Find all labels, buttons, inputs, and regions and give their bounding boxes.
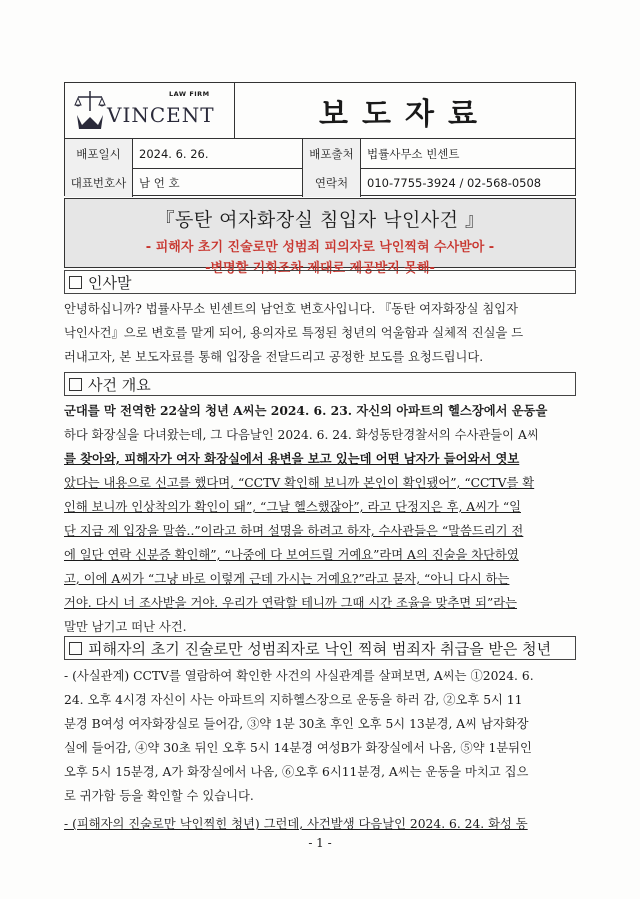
text-line: 에 일단 연락 신분증 확인해”, “나중에 다 보여드릴 거예요”라며 A의 진술을 차단하였: [64, 548, 519, 562]
section-heading-text: 인사말: [88, 273, 132, 292]
text-line: 말만 남기고 떠난 사건.: [64, 620, 187, 634]
checkbox-icon: [69, 378, 82, 391]
representative-label: 대표번호사: [65, 168, 133, 197]
checkbox-icon: [69, 642, 82, 655]
scales-crown-icon: [73, 89, 107, 133]
section-overview-heading: [64, 372, 576, 396]
text-line: 군대를 막 전역한 22살의 청년 A씨는 2024. 6. 23. 자신의 아파트의 헬스장에서 운동을: [64, 403, 548, 418]
firm-logo: [65, 83, 235, 139]
brand-name: VINCENT: [107, 103, 215, 127]
text-line: 단 지금 제 입장을 말씀..”이라고 하며 설명을 하려고 하자, 수사관들은 “말씀드리기 전: [64, 524, 524, 538]
text-line: 고, 이에 A씨가 “그냥 바로 이렇게 근데 가시는 거예요?”라고 묻자, “아니 다시 하는: [64, 572, 510, 586]
text-line: 실에 들어감, ④약 30초 뒤인 오후 5시 14분경 여성B가 화장실에서 나옴, ⑤약 1분뒤인: [64, 741, 532, 755]
facts-paragraph: [64, 664, 576, 836]
text-line: 로 귀가함 등을 확인할 수 있습니다.: [64, 789, 254, 803]
press-release-header: [64, 82, 576, 196]
release-date-label: 배포일시: [65, 139, 133, 168]
section-facts-heading: [64, 636, 576, 660]
release-source-label: 배포출처: [303, 139, 361, 168]
text-line: - (사실관계) CCTV를 열람하여 확인한 사건의 사실관계를 살펴보면, A씨는 ①2024. 6.: [64, 669, 534, 683]
section-heading-text: 사건 개요: [88, 375, 151, 394]
text-line: 인해 보니까 인상착의가 확인이 돼”, “그날 헬스했잖아”, 라고 단정지은 후, A씨가 “일: [64, 500, 521, 514]
section-heading-text: 피해자의 초기 진술로만 성범죄자로 낙인 찍혀 범죄자 취급을 받은 청년: [88, 639, 552, 658]
headline-subtitle-2: -변명할 기회조차 제대로 제공받지 못해-: [205, 261, 435, 276]
contact-label: 연락처: [303, 168, 361, 197]
text-line: 분경 B여성 여자화장실로 들어감, ③약 1분 30초 후인 오후 5시 13분경, A씨 남자화장: [64, 717, 529, 731]
page-number: - 1 -: [308, 836, 332, 850]
section-greeting-heading: [64, 270, 576, 294]
text-line: 오후 5시 15분경, A가 화장실에서 나옴, ⑥오후 6시11분경, A씨는 운동을 마치고 집으: [64, 765, 529, 779]
text-line: 낙인사건』으로 변호를 맡게 되어, 용의자로 특정된 청년의 억울함과 실체적 진실을 드: [64, 326, 524, 340]
text-line: 안녕하십니까? 법률사무소 빈센트의 남언호 변호사입니다. 『동탄 여자화장실 침입자: [64, 302, 519, 316]
info-row-contact: [65, 168, 575, 197]
text-line: 하다 화장실을 다녀왔는데, 그 다음날인 2024. 6. 24. 화성동탄경찰서의 수사관들이 A씨: [64, 428, 539, 442]
text-line: 러내고자, 본 보도자료를 통해 입장을 전달드리고 공정한 보도를 요청드립니다.: [64, 350, 484, 364]
release-date-value: 2024. 6. 26.: [133, 139, 303, 168]
checkbox-icon: [69, 276, 82, 289]
overview-paragraph: [64, 399, 576, 639]
law-firm-label: LAW FIRM: [169, 90, 210, 98]
greeting-paragraph: [64, 297, 576, 369]
page-title: 보도자료: [235, 83, 575, 139]
representative-value: 남 언 호: [133, 168, 303, 197]
text-line: 거야. 다시 너 조사받을 거야. 우리가 연락할 테니까 그때 시간 조율을 맞추면 되”라는: [64, 596, 518, 610]
headline-box: [64, 198, 576, 276]
text-line: 를 찾아와, 피해자가 여자 화장실에서 용변을 보고 있는데 어떤 남자가 들어와서 엿보: [64, 451, 520, 466]
text-line: - (피해자의 진술로만 낙인찍힌 청년) 그런데, 사건발생 다음날인 2024. 6. 24. 화성 동: [64, 817, 528, 831]
info-row-release: [65, 139, 575, 169]
headline-title: 『동탄 여자화장실 침입자 낙인사건 』: [155, 209, 485, 231]
text-line: 24. 오후 4시경 자신이 사는 아파트의 지하헬스장으로 운동을 하러 감, ②오후 5시 11: [64, 693, 523, 707]
headline-subtitle-1: - 피해자 초기 진술로만 성범죄 피의자로 낙인찍혀 수사받아 -: [145, 240, 495, 255]
release-source-value: 법률사무소 빈센트: [367, 146, 460, 161]
text-line: 았다는 내용으로 신고를 했다며, “CCTV 확인해 보니까 본인이 확인됐어”, “CCTV를 확: [64, 476, 535, 490]
contact-value: 010-7755-3924 / 02-568-0508: [367, 175, 542, 190]
